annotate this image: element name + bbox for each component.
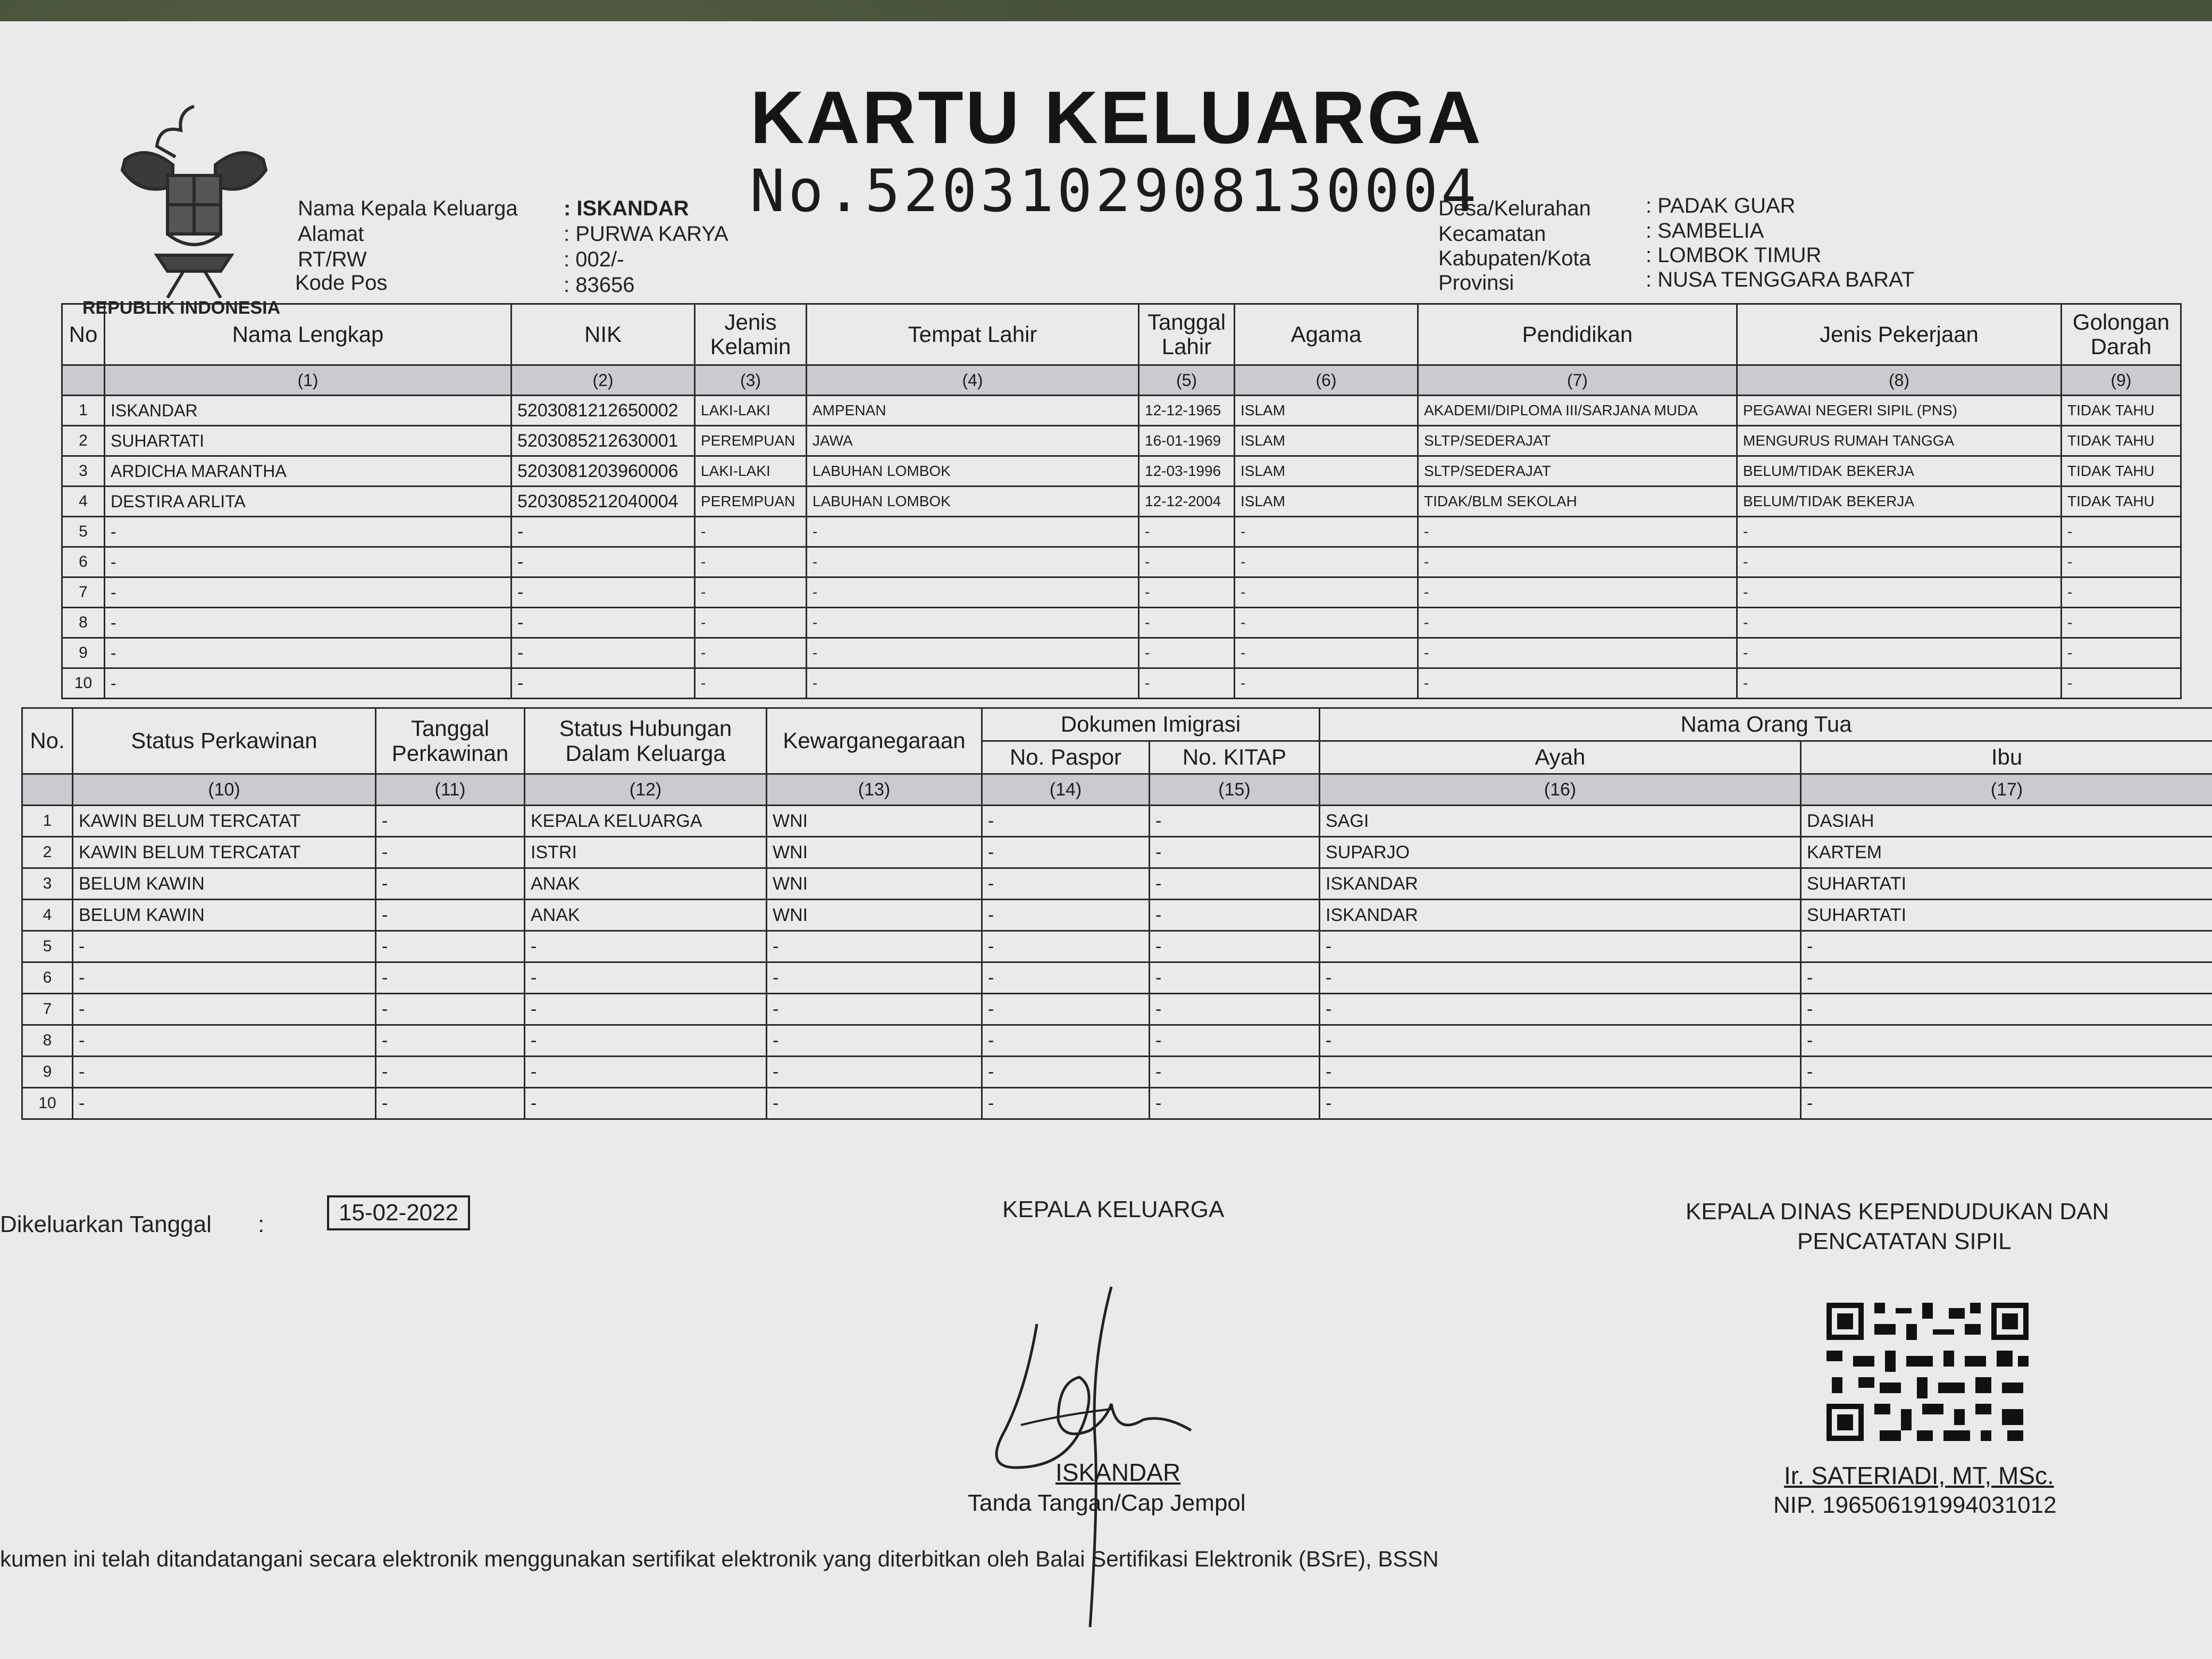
table2-cell-no: 10 xyxy=(22,1088,73,1119)
table1-header-tanggal-lahir: Tanggal Lahir xyxy=(1139,304,1235,365)
table2-cell-no: 1 xyxy=(22,806,73,837)
table1-cell-no: 2 xyxy=(62,426,105,456)
table2-cell-status-perkawinan: - xyxy=(73,931,376,962)
table2-cell-tanggal-perkawinan: - xyxy=(376,1025,525,1057)
value-kabupaten-kota: : LOMBOK TIMUR xyxy=(1646,244,1822,267)
table2-cell-ibu: SUHARTATI xyxy=(1801,868,2212,900)
table1-cell-jenis-pekerjaan: - xyxy=(1737,638,2062,668)
table2-cell-status-perkawinan: KAWIN BELUM TERCATAT xyxy=(73,806,376,837)
table1-cell-golongan-darah: - xyxy=(2062,638,2181,668)
table2-cell-status-hubungan: - xyxy=(525,1057,767,1088)
table1-cell-nik: 5203085212630001 xyxy=(512,426,695,456)
table1-cell-nik: 5203081203960006 xyxy=(512,456,695,487)
table2-cell-status-perkawinan: - xyxy=(73,1025,376,1057)
table1-cell-nik: - xyxy=(512,638,695,668)
family-card-number: No.5203102908130004 xyxy=(750,157,1480,225)
table1-colnum: (3) xyxy=(695,365,807,396)
table2-colnum: (11) xyxy=(376,774,525,806)
table2-header-no: No. xyxy=(22,708,73,774)
table1-cell-tanggal-lahir: 12-12-1965 xyxy=(1139,396,1235,426)
table2-cell-no-kitap: - xyxy=(1150,868,1320,900)
dinas-official-name: Ir. SATERIADI, MT, MSc. xyxy=(1784,1462,2054,1489)
table2-cell-no-kitap: - xyxy=(1150,962,1320,994)
table1-header-nama: Nama Lengkap xyxy=(105,304,512,365)
table1-cell-jenis-pekerjaan: MENGURUS RUMAH TANGGA xyxy=(1737,426,2062,456)
table1-cell-jenis-pekerjaan: BELUM/TIDAK BEKERJA xyxy=(1737,487,2062,517)
table1-cell-tanggal-lahir: - xyxy=(1139,638,1235,668)
value-kecamatan: : SAMBELIA xyxy=(1646,219,1764,242)
table1-row xyxy=(62,608,2181,638)
table1-cell-jenis-kelamin: LAKI-LAKI xyxy=(695,456,807,487)
table1-cell-jenis-kelamin: - xyxy=(695,668,807,699)
table1-cell-jenis-kelamin: LAKI-LAKI xyxy=(695,396,807,426)
table2-colnum: (13) xyxy=(767,774,982,806)
table1-cell-jenis-kelamin: PEREMPUAN xyxy=(695,487,807,517)
label-nama-kepala-keluarga: Nama Kepala Keluarga xyxy=(298,197,518,220)
table2-cell-tanggal-perkawinan: - xyxy=(376,1057,525,1088)
value-desa-kelurahan: : PADAK GUAR xyxy=(1646,194,1796,217)
table2-header-no-paspor: No. Paspor xyxy=(982,741,1150,774)
table2-column-number-row xyxy=(22,774,2212,806)
table1-cell-tempat-lahir: LABUHAN LOMBOK xyxy=(807,456,1139,487)
table2-row xyxy=(22,868,2212,900)
table1-cell-no: 9 xyxy=(62,638,105,668)
issued-date-value: 15-02-2022 xyxy=(327,1195,470,1230)
table2-cell-tanggal-perkawinan: - xyxy=(376,837,525,868)
electronic-signature-notice: kumen ini telah ditandatangani secara elektronik menggunakan sertifikat elektronik yang diterbitkan oleh Balai Sertifikasi Elektronik (BSrE), BSSN xyxy=(0,1546,1439,1571)
table2-cell-tanggal-perkawinan: - xyxy=(376,868,525,900)
table1-cell-pendidikan: - xyxy=(1418,577,1737,608)
table2-colnum: (12) xyxy=(525,774,767,806)
table2-cell-tanggal-perkawinan: - xyxy=(376,994,525,1025)
table2-row xyxy=(22,1057,2212,1088)
table2-cell-ayah: SAGI xyxy=(1320,806,1801,837)
table1-cell-golongan-darah: - xyxy=(2062,608,2181,638)
table2-cell-kewarganegaraan: - xyxy=(767,994,982,1025)
table1-colnum xyxy=(62,365,105,396)
table1-cell-tempat-lahir: - xyxy=(807,577,1139,608)
table2-row xyxy=(22,931,2212,962)
table2-colnum xyxy=(22,774,73,806)
value-alamat: : PURWA KARYA xyxy=(564,222,728,246)
value-kode-pos: : 83656 xyxy=(564,273,635,297)
table2-cell-no-paspor: - xyxy=(982,1025,1150,1057)
table1-cell-jenis-kelamin: - xyxy=(695,517,807,547)
table1-cell-nama: SUHARTATI xyxy=(105,426,512,456)
label-desa-kelurahan: Desa/Kelurahan xyxy=(1438,197,1591,220)
table1-cell-tanggal-lahir: 12-12-2004 xyxy=(1139,487,1235,517)
table2-cell-ibu: SUHARTATI xyxy=(1801,900,2212,931)
table2-header-tanggal-perkawinan: Tanggal Perkawinan xyxy=(376,708,525,774)
table1-cell-pendidikan: - xyxy=(1418,608,1737,638)
table2-cell-no: 7 xyxy=(22,994,73,1025)
table2-cell-no-paspor: - xyxy=(982,962,1150,994)
table1-cell-jenis-pekerjaan: BELUM/TIDAK BEKERJA xyxy=(1737,456,2062,487)
label-rt-rw: RT/RW xyxy=(298,248,367,271)
table1-header-row xyxy=(62,304,2181,365)
table2-colnum: (16) xyxy=(1320,774,1801,806)
table1-cell-pendidikan: TIDAK/BLM SEKOLAH xyxy=(1418,487,1737,517)
kepala-keluarga-signature-caption: Tanda Tangan/Cap Jempol xyxy=(968,1490,1246,1516)
table2-cell-no: 6 xyxy=(22,962,73,994)
table2-header-ibu: Ibu xyxy=(1801,741,2212,774)
table2-cell-ayah: SUPARJO xyxy=(1320,837,1801,868)
table2-cell-no-kitap: - xyxy=(1150,1057,1320,1088)
label-alamat: Alamat xyxy=(298,222,364,246)
label-kecamatan: Kecamatan xyxy=(1438,222,1546,246)
table1-cell-golongan-darah: - xyxy=(2062,577,2181,608)
table1-cell-pendidikan: - xyxy=(1418,638,1737,668)
table1-cell-nama: DESTIRA ARLITA xyxy=(105,487,512,517)
table2-cell-ayah: - xyxy=(1320,1025,1801,1057)
table1-header-agama: Agama xyxy=(1235,304,1418,365)
table2-cell-status-hubungan: ANAK xyxy=(525,868,767,900)
table1-cell-jenis-pekerjaan: - xyxy=(1737,547,2062,577)
table1-cell-pendidikan: AKADEMI/DIPLOMA III/SARJANA MUDA xyxy=(1418,396,1737,426)
table1-header-nik: NIK xyxy=(512,304,695,365)
table1-cell-nik: 5203081212650002 xyxy=(512,396,695,426)
table2-cell-ibu: - xyxy=(1801,1088,2212,1119)
table2-cell-tanggal-perkawinan: - xyxy=(376,900,525,931)
table1-colnum: (1) xyxy=(105,365,512,396)
table2-cell-no-paspor: - xyxy=(982,837,1150,868)
table2-cell-tanggal-perkawinan: - xyxy=(376,1088,525,1119)
table2-cell-kewarganegaraan: - xyxy=(767,1057,982,1088)
table1-row xyxy=(62,487,2181,517)
table1-cell-no: 6 xyxy=(62,547,105,577)
table1-header-pendidikan: Pendidikan xyxy=(1418,304,1737,365)
table1-cell-golongan-darah: TIDAK TAHU xyxy=(2062,396,2181,426)
table2-colnum: (10) xyxy=(73,774,376,806)
table1-cell-tanggal-lahir: - xyxy=(1139,668,1235,699)
table1-cell-pendidikan: - xyxy=(1418,668,1737,699)
table1-cell-jenis-pekerjaan: - xyxy=(1737,517,2062,547)
emblem-label: REPUBLIK INDONESIA xyxy=(82,298,281,318)
table1-cell-tanggal-lahir: 16-01-1969 xyxy=(1139,426,1235,456)
table2-body xyxy=(22,806,2212,1119)
table2-cell-status-hubungan: ISTRI xyxy=(525,837,767,868)
table1-colnum: (8) xyxy=(1737,365,2062,396)
document-paper xyxy=(0,21,2212,1659)
table1-cell-agama: ISLAM xyxy=(1235,396,1418,426)
table2-header-row-1 xyxy=(22,708,2212,741)
table2-cell-status-perkawinan: - xyxy=(73,1088,376,1119)
table1-cell-pendidikan: SLTP/SEDERAJAT xyxy=(1418,426,1737,456)
table1-cell-tanggal-lahir: - xyxy=(1139,608,1235,638)
table1-cell-nama: - xyxy=(105,547,512,577)
table2-cell-no-kitap: - xyxy=(1150,994,1320,1025)
table1-cell-agama: ISLAM xyxy=(1235,456,1418,487)
table1-row xyxy=(62,577,2181,608)
table1-header-jenis-pekerjaan: Jenis Pekerjaan xyxy=(1737,304,2062,365)
table2-cell-kewarganegaraan: WNI xyxy=(767,900,982,931)
table2-cell-no-paspor: - xyxy=(982,868,1150,900)
table1-header-tempat-lahir: Tempat Lahir xyxy=(807,304,1139,365)
table1-cell-golongan-darah: - xyxy=(2062,517,2181,547)
table1-cell-tempat-lahir: JAWA xyxy=(807,426,1139,456)
table2-cell-no-paspor: - xyxy=(982,1088,1150,1119)
table2-cell-status-perkawinan: KAWIN BELUM TERCATAT xyxy=(73,837,376,868)
table2-colnum: (14) xyxy=(982,774,1150,806)
table1-cell-tanggal-lahir: - xyxy=(1139,547,1235,577)
table2-cell-no: 9 xyxy=(22,1057,73,1088)
table1-cell-agama: ISLAM xyxy=(1235,426,1418,456)
table1-row xyxy=(62,517,2181,547)
table2-cell-kewarganegaraan: - xyxy=(767,962,982,994)
table1-cell-no: 10 xyxy=(62,668,105,699)
table2-cell-status-hubungan: KEPALA KELUARGA xyxy=(525,806,767,837)
label-kode-pos: Kode Pos xyxy=(295,271,388,295)
table2-row xyxy=(22,806,2212,837)
table2-colnum: (17) xyxy=(1801,774,2212,806)
table1-cell-no: 7 xyxy=(62,577,105,608)
table2-header-dokumen-imigrasi: Dokumen Imigrasi xyxy=(982,708,1320,741)
table2-cell-status-perkawinan: - xyxy=(73,994,376,1025)
table1-cell-tempat-lahir: - xyxy=(807,668,1139,699)
table2-cell-kewarganegaraan: WNI xyxy=(767,806,982,837)
table2-row xyxy=(22,962,2212,994)
table1-cell-no: 5 xyxy=(62,517,105,547)
table1-cell-agama: - xyxy=(1235,547,1418,577)
table2-cell-no-kitap: - xyxy=(1150,1025,1320,1057)
table1-cell-nama: ARDICHA MARANTHA xyxy=(105,456,512,487)
table1-row xyxy=(62,638,2181,668)
table1-cell-nama: - xyxy=(105,608,512,638)
table2-row xyxy=(22,1088,2212,1119)
table1-cell-nik: - xyxy=(512,668,695,699)
table2-row xyxy=(22,837,2212,868)
table1-cell-agama: - xyxy=(1235,638,1418,668)
table1-header-golongan-darah: Golongan Darah xyxy=(2062,304,2181,365)
table2-cell-status-perkawinan: - xyxy=(73,962,376,994)
table2-cell-ayah: - xyxy=(1320,994,1801,1025)
kepala-keluarga-title: KEPALA KELUARGA xyxy=(1002,1196,1225,1222)
table2-header-nama-orang-tua: Nama Orang Tua xyxy=(1320,708,2212,741)
table1-cell-jenis-pekerjaan: - xyxy=(1737,608,2062,638)
table1-header-jenis-kelamin: Jenis Kelamin xyxy=(695,304,807,365)
value-provinsi: : NUSA TENGGARA BARAT xyxy=(1646,268,1915,291)
table2-header-no-kitap: No. KITAP xyxy=(1150,741,1320,774)
table2-cell-ayah: ISKANDAR xyxy=(1320,868,1801,900)
table2-cell-status-perkawinan: BELUM KAWIN xyxy=(73,900,376,931)
table1-cell-nama: - xyxy=(105,638,512,668)
table1-cell-golongan-darah: - xyxy=(2062,547,2181,577)
table2-cell-no-paspor: - xyxy=(982,1057,1150,1088)
table1-cell-jenis-kelamin: - xyxy=(695,547,807,577)
table1-cell-nik: 5203085212040004 xyxy=(512,487,695,517)
table2-cell-no-kitap: - xyxy=(1150,837,1320,868)
dinas-title-line-1: KEPALA DINAS KEPENDUDUKAN DAN xyxy=(1686,1199,2109,1225)
table2-row xyxy=(22,994,2212,1025)
table2-cell-no-paspor: - xyxy=(982,994,1150,1025)
table1-cell-tempat-lahir: - xyxy=(807,517,1139,547)
table2-cell-kewarganegaraan: - xyxy=(767,1088,982,1119)
handwritten-signature-icon xyxy=(989,1266,1276,1627)
table2-cell-tanggal-perkawinan: - xyxy=(376,962,525,994)
family-status-table xyxy=(21,707,2212,1120)
table1-body xyxy=(62,396,2181,699)
table1-cell-pendidikan: SLTP/SEDERAJAT xyxy=(1418,456,1737,487)
value-rt-rw: : 002/- xyxy=(564,248,624,271)
value-nama-kepala-keluarga: : ISKANDAR xyxy=(564,197,689,220)
table2-cell-status-perkawinan: BELUM KAWIN xyxy=(73,868,376,900)
table1-column-number-row xyxy=(62,365,2181,396)
table1-row xyxy=(62,426,2181,456)
table2-cell-no-kitap: - xyxy=(1150,900,1320,931)
table1-cell-jenis-kelamin: - xyxy=(695,638,807,668)
table1-colnum: (2) xyxy=(512,365,695,396)
table2-cell-ibu: KARTEM xyxy=(1801,837,2212,868)
table1-cell-nik: - xyxy=(512,577,695,608)
table2-cell-ibu: - xyxy=(1801,1057,2212,1088)
table2-cell-kewarganegaraan: WNI xyxy=(767,868,982,900)
table1-cell-pendidikan: - xyxy=(1418,547,1737,577)
table2-cell-ayah: - xyxy=(1320,1057,1801,1088)
table1-header-no: No xyxy=(62,304,105,365)
dinas-title-line-2: PENCATATAN SIPIL xyxy=(1797,1228,2012,1254)
table2-cell-status-perkawinan: - xyxy=(73,1057,376,1088)
table1-cell-golongan-darah: TIDAK TAHU xyxy=(2062,487,2181,517)
table1-colnum: (7) xyxy=(1418,365,1737,396)
table1-cell-agama: ISLAM xyxy=(1235,487,1418,517)
table2-cell-tanggal-perkawinan: - xyxy=(376,931,525,962)
table2-cell-kewarganegaraan: - xyxy=(767,1025,982,1057)
table2-header-status-hubungan: Status Hubungan Dalam Keluarga xyxy=(525,708,767,774)
table2-cell-no-kitap: - xyxy=(1150,1088,1320,1119)
table2-cell-no-kitap: - xyxy=(1150,806,1320,837)
table2-cell-no: 5 xyxy=(22,931,73,962)
table1-cell-no: 8 xyxy=(62,608,105,638)
table2-header-kewarganegaraan: Kewarganegaraan xyxy=(767,708,982,774)
table2-row xyxy=(22,1025,2212,1057)
table1-cell-jenis-pekerjaan: - xyxy=(1737,668,2062,699)
table2-header-ayah: Ayah xyxy=(1320,741,1801,774)
label-provinsi: Provinsi xyxy=(1438,271,1514,295)
table2-cell-status-hubungan: - xyxy=(525,1025,767,1057)
table1-cell-nama: ISKANDAR xyxy=(105,396,512,426)
table1-cell-tanggal-lahir: - xyxy=(1139,517,1235,547)
label-kabupaten-kota: Kabupaten/Kota xyxy=(1438,247,1591,270)
table1-cell-agama: - xyxy=(1235,668,1418,699)
table2-row xyxy=(22,900,2212,931)
table1-cell-jenis-pekerjaan: PEGAWAI NEGERI SIPIL (PNS) xyxy=(1737,396,2062,426)
table2-cell-no-paspor: - xyxy=(982,931,1150,962)
issued-date-colon: : xyxy=(258,1211,265,1237)
table1-row xyxy=(62,396,2181,426)
table1-cell-jenis-pekerjaan: - xyxy=(1737,577,2062,608)
table1-row xyxy=(62,668,2181,699)
table2-cell-ayah: ISKANDAR xyxy=(1320,900,1801,931)
document-title: KARTU KELUARGA xyxy=(750,76,1484,159)
table2-cell-ayah: - xyxy=(1320,962,1801,994)
table1-cell-nik: - xyxy=(512,547,695,577)
table2-colnum: (15) xyxy=(1150,774,1320,806)
table1-cell-jenis-kelamin: - xyxy=(695,608,807,638)
table1-cell-no: 3 xyxy=(62,456,105,487)
table1-cell-tempat-lahir: - xyxy=(807,638,1139,668)
table2-cell-no: 3 xyxy=(22,868,73,900)
issued-date-label: Dikeluarkan Tanggal xyxy=(0,1211,212,1237)
table1-colnum: (5) xyxy=(1139,365,1235,396)
table1-cell-nik: - xyxy=(512,608,695,638)
table2-cell-no-kitap: - xyxy=(1150,931,1320,962)
table1-cell-nik: - xyxy=(512,517,695,547)
table2-cell-no-paspor: - xyxy=(982,900,1150,931)
table2-cell-kewarganegaraan: - xyxy=(767,931,982,962)
table1-cell-golongan-darah: TIDAK TAHU xyxy=(2062,426,2181,456)
table1-cell-nama: - xyxy=(105,668,512,699)
table2-cell-no-paspor: - xyxy=(982,806,1150,837)
table1-cell-golongan-darah: - xyxy=(2062,668,2181,699)
table2-cell-ayah: - xyxy=(1320,931,1801,962)
table1-cell-nama: - xyxy=(105,517,512,547)
table1-colnum: (4) xyxy=(807,365,1139,396)
table2-cell-status-hubungan: - xyxy=(525,931,767,962)
dinas-official-nip: NIP. 196506191994031012 xyxy=(1773,1492,2057,1518)
table2-cell-ibu: - xyxy=(1801,1025,2212,1057)
table1-cell-tanggal-lahir: 12-03-1996 xyxy=(1139,456,1235,487)
table2-cell-ibu: - xyxy=(1801,962,2212,994)
table2-cell-ibu: DASIAH xyxy=(1801,806,2212,837)
table1-cell-jenis-kelamin: PEREMPUAN xyxy=(695,426,807,456)
table2-cell-status-hubungan: - xyxy=(525,994,767,1025)
table1-cell-golongan-darah: TIDAK TAHU xyxy=(2062,456,2181,487)
table1-cell-nama: - xyxy=(105,577,512,608)
table1-cell-tempat-lahir: - xyxy=(807,608,1139,638)
table1-cell-tempat-lahir: AMPENAN xyxy=(807,396,1139,426)
table2-cell-status-hubungan: ANAK xyxy=(525,900,767,931)
table2-cell-no: 4 xyxy=(22,900,73,931)
table1-cell-no: 4 xyxy=(62,487,105,517)
table2-cell-status-hubungan: - xyxy=(525,962,767,994)
table2-cell-tanggal-perkawinan: - xyxy=(376,806,525,837)
table1-cell-tempat-lahir: - xyxy=(807,547,1139,577)
table2-cell-ayah: - xyxy=(1320,1088,1801,1119)
table2-cell-ibu: - xyxy=(1801,994,2212,1025)
table1-cell-agama: - xyxy=(1235,608,1418,638)
table2-cell-no: 2 xyxy=(22,837,73,868)
table1-cell-agama: - xyxy=(1235,577,1418,608)
table1-cell-tanggal-lahir: - xyxy=(1139,577,1235,608)
qr-code-icon xyxy=(1821,1297,2034,1446)
table1-cell-tempat-lahir: LABUHAN LOMBOK xyxy=(807,487,1139,517)
table2-cell-ibu: - xyxy=(1801,931,2212,962)
table1-cell-jenis-kelamin: - xyxy=(695,577,807,608)
table1-row xyxy=(62,547,2181,577)
table1-colnum: (9) xyxy=(2062,365,2181,396)
table1-colnum: (6) xyxy=(1235,365,1418,396)
table1-cell-agama: - xyxy=(1235,517,1418,547)
table2-cell-no: 8 xyxy=(22,1025,73,1057)
table2-header-status-perkawinan: Status Perkawinan xyxy=(73,708,376,774)
table2-cell-kewarganegaraan: WNI xyxy=(767,837,982,868)
family-members-table xyxy=(61,303,2182,699)
table2-cell-status-hubungan: - xyxy=(525,1088,767,1119)
table1-cell-no: 1 xyxy=(62,396,105,426)
kepala-keluarga-name: ISKANDAR xyxy=(1055,1459,1181,1486)
table1-row xyxy=(62,456,2181,487)
table1-cell-pendidikan: - xyxy=(1418,517,1737,547)
